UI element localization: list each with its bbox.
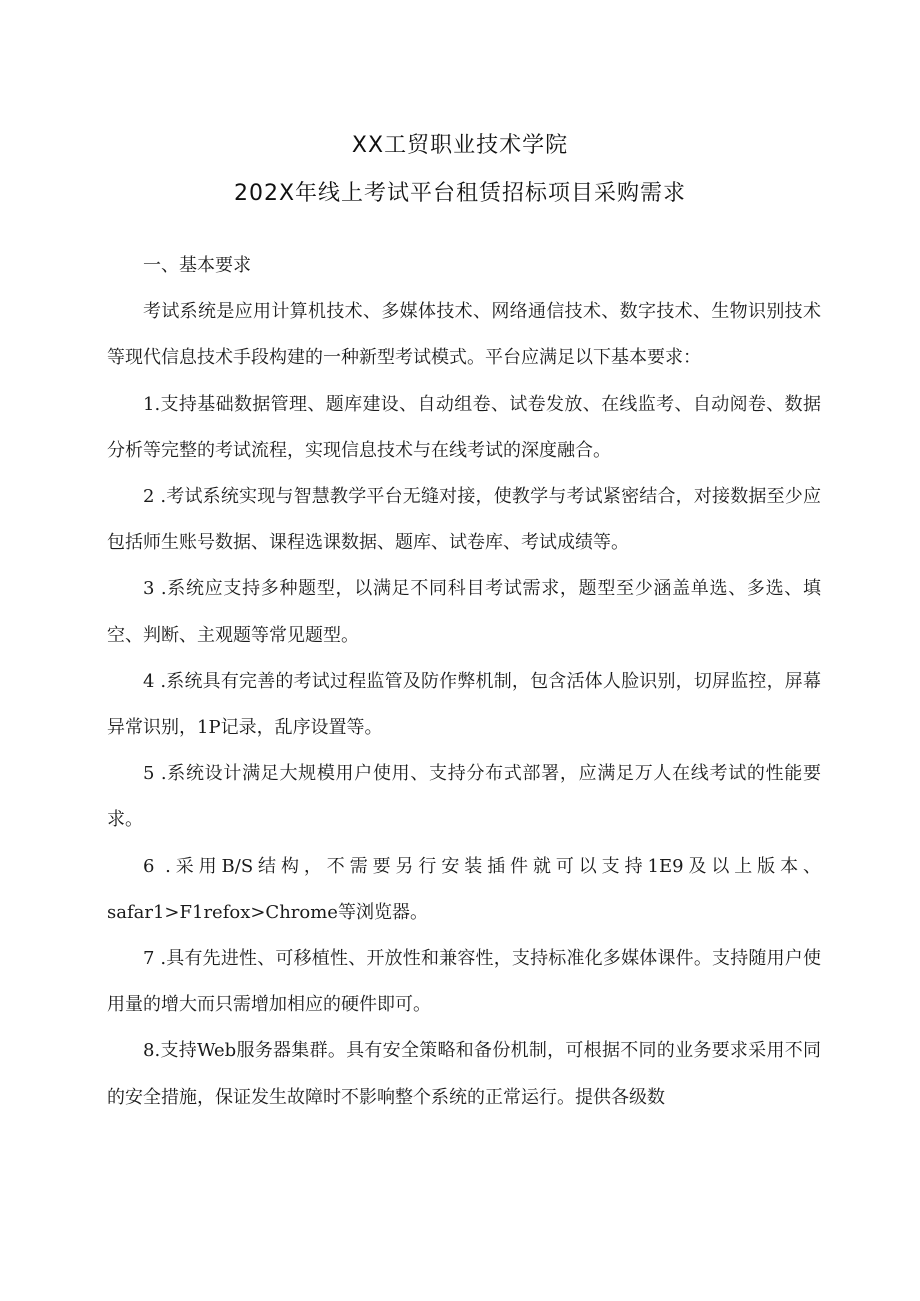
requirement-item-1: 1.支持基础数据管理、题库建设、自动组卷、试卷发放、在线监考、自动阅卷、数据分析等完整的考试流程，实现信息技术与在线考试的深度融合。: [107, 393, 821, 461]
requirement-item-6: 6 .采用B/S结构，不需要另行安装插件就可以支持1E9及以上版本、safar1>F1refox>Chrome等浏览器。: [107, 855, 821, 923]
requirement-item-2: 2 .考试系统实现与智慧教学平台无缝对接，使教学与考试紧密结合，对接数据至少应包括师生账号数据、课程选课数据、题库、试卷库、考试成绩等。: [107, 486, 821, 554]
requirement-item-8: 8.支持Web服务器集群。具有安全策略和备份机制，可根据不同的业务要求采用不同的安全措施，保证发生故障时不影响整个系统的正常运行。提供各级数: [107, 1040, 821, 1108]
document-body: [107, 243, 821, 1121]
document-title-school: XX工贸职业技术学院: [351, 133, 569, 158]
paragraph-intro: 考试系统是应用计算机技术、多媒体技术、网络通信技术、数字技术、生物识别技术等现代信息技术手段构建的一种新型考试模式。平台应满足以下基本要求：: [107, 301, 821, 369]
requirement-item-5: 5 .系统设计满足大规模用户使用、支持分布式部署，应满足万人在线考试的性能要求。: [107, 763, 821, 831]
requirement-item-4: 4 .系统具有完善的考试过程监管及防作弊机制，包含活体人脸识别，切屏监控，屏幕异常识别，1P记录，乱序设置等。: [107, 670, 821, 739]
requirement-item-3: 3 .系统应支持多种题型，以满足不同科目考试需求，题型至少涵盖单选、多选、填空、判断、主观题等常见题型。: [107, 578, 821, 646]
document-title-project: 202X年线上考试平台租赁招标项目采购需求: [233, 181, 687, 206]
requirement-item-7: 7 .具有先进性、可移植性、开放性和兼容性，支持标准化多媒体课件。支持随用户使用量的增大而只需增加相应的硬件即可。: [107, 948, 821, 1016]
section-heading-basic-requirements: 一、基本要求: [143, 255, 251, 276]
